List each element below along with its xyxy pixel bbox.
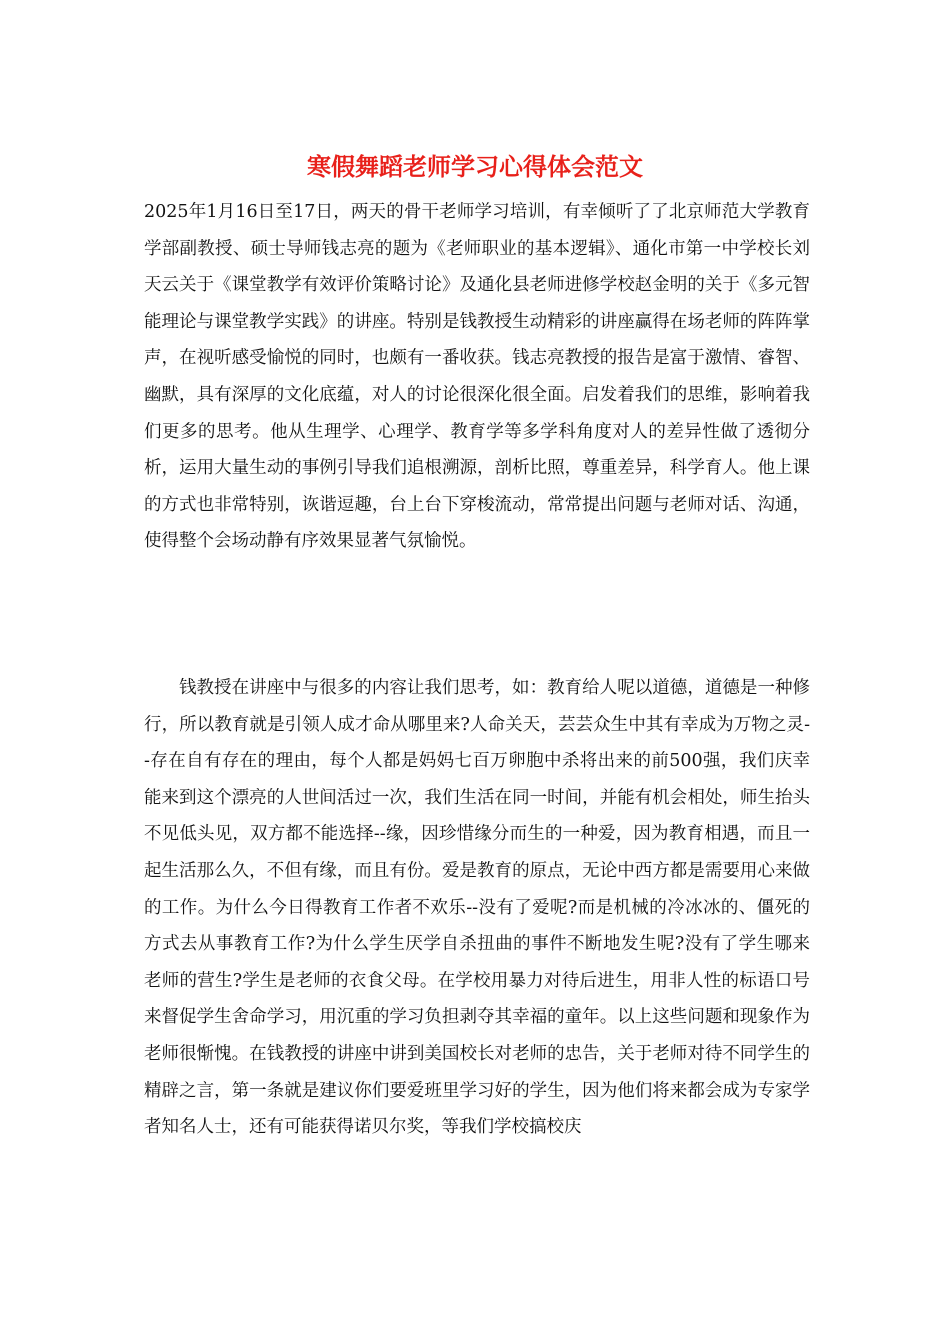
paragraph-1: 2025年1月16日至17日，两天的骨干老师学习培训，有幸倾听了了北京师范大学教育学部副教授、硕士导师钱志亮的题为《老师职业的基本逻辑》、通化市第一中学校长刘天云关于《课堂教学有效评价策略讨论》及通化县老师进修学校赵金明的关于《多元智能理论与课堂教学实践》的讲座。特别是钱教授生动精彩的讲座赢得在场老师的阵阵掌声，在视听感受愉悦的同时，也颇有一番收获。钱志亮教授的报告是富于激情、睿智、幽默，具有深厚的文化底蕴，对人的讨论很深化很全面。启发着我们的思维，影响着我们更多的思考。他从生理学、心理学、教育学等多学科角度对人的差异性做了透彻分析，运用大量生动的事例引导我们追根溯源，剖析比照，尊重差异，科学育人。他上课的方式也非常特别，诙谐逗趣，台上台下穿梭流动，常常提出问题与老师对话、沟通，使得整个会场动静有序效果显著气氛愉悦。	[144, 202, 810, 552]
paragraph-2: 钱教授在讲座中与很多的内容让我们思考，如：教育给人呢以道德，道德是一种修行，所以教育就是引领人成才命从哪里来?人命关天，芸芸众生中其有幸成为万物之灵--存在自有存在的理由，每个人都是妈妈七百万卵胞中杀将出来的前500强，我们庆幸能来到这个漂亮的人世间活过一次，我们生活在同一时间，并能有机会相处，师生抬头不见低头见，双方都不能选择--缘，因珍惜缘分而生的一种爱，因为教育相遇，而且一起生活那么久，不但有缘，而且有份。爱是教育的原点，无论中西方都是需要用心来做的工作。为什么今日得教育工作者不欢乐--没有了爱呢?而是机械的冷冰冰的、僵死的方式去从事教育工作?为什么学生厌学自杀扭曲的事件不断地发生呢?没有了学生哪来老师的营生?学生是老师的衣食父母。在学校用暴力对待后进生，用非人性的标语口号来督促学生舍命学习，用沉重的学习负担剥夺其幸福的童年。以上这些问题和现象作为老师很惭愧。在钱教授的讲座中讲到美国校长对老师的忠告，关于老师对待不同学生的精辟之言，第一条就是建议你们要爱班里学习好的学生，因为他们将来都会成为专家学者知名人士，还有可能获得诺贝尔奖，等我们学校搞校庆	[144, 678, 810, 1138]
document-title: 寒假舞蹈老师学习心得体会范文	[307, 152, 643, 181]
